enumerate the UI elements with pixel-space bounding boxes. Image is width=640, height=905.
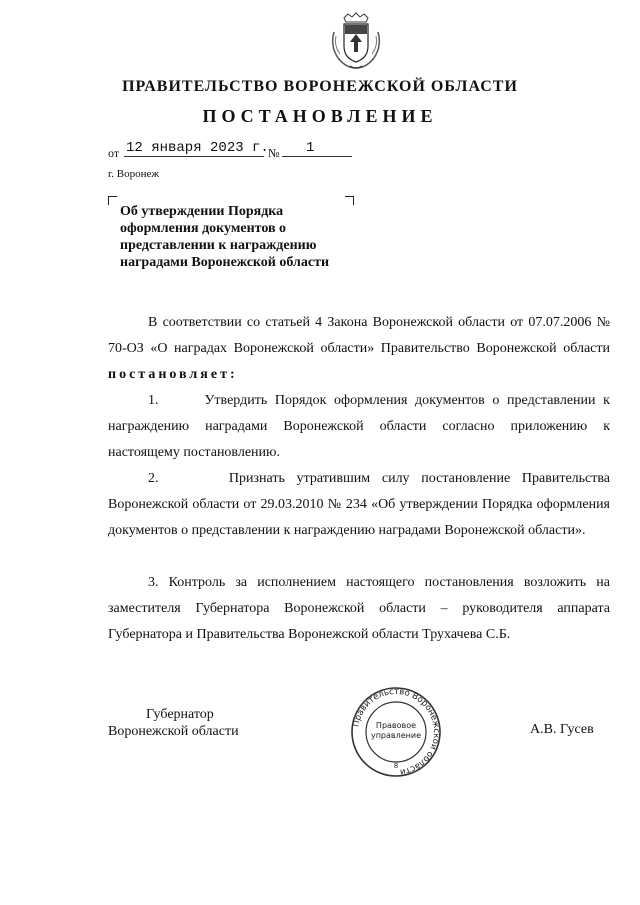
date-underline xyxy=(124,156,264,157)
stamp-ring-text: Правительство Воронежской области xyxy=(351,686,442,777)
title-bracket-left xyxy=(108,196,117,205)
item-paragraph-1: 1. Утвердить Порядок оформления документов о представлении к награждению наградами Воронежской области согласно приложению к настоящему постановлению. xyxy=(108,393,610,460)
document-date: 12 января 2023 г. xyxy=(126,140,269,156)
title-line: оформления документов о xyxy=(120,221,287,236)
stamp-center-line: Правовое xyxy=(375,721,417,730)
city-label: г. Воронеж xyxy=(108,168,159,180)
date-number-row xyxy=(108,140,368,160)
preamble-text: В соответствии со статьей 4 Закона Воронежской области от 07.07.2006 № 70-ОЗ «О наградах Воронежской области» Правительство Воронежской области xyxy=(108,315,610,356)
date-from-label: от xyxy=(108,146,120,160)
number-label: № xyxy=(268,146,280,160)
title-line: наградами Воронежской области xyxy=(120,255,330,270)
signatory-position xyxy=(108,706,239,740)
title-line: представлении к награждению xyxy=(120,238,317,253)
document-number: 1 xyxy=(306,140,315,156)
item-paragraph-2: 2. Признать утратившим силу постановление Правительства Воронежской области от 29.03.2010 № 234 «Об утверждении Порядка оформления документов о представлении к награждению наградами Воронежской области». xyxy=(108,471,610,538)
item-paragraph-3: 3. Контроль за исполнением настоящего постановления возложить на заместителя Губернатора Воронежской области – руководителя аппарата Губернатора и Правительства Воронежской области Трухачева С.Б. xyxy=(108,575,610,642)
coat-of-arms-emblem xyxy=(328,12,384,72)
stamp-center-line: управление xyxy=(370,731,422,740)
signatory-name: А.В. Гусев xyxy=(530,722,594,737)
number-underline xyxy=(282,156,352,157)
position-line: Губернатор xyxy=(146,707,214,722)
title-line: Об утверждении Порядка xyxy=(120,204,284,219)
government-name-heading: ПРАВИТЕЛЬСТВО ВОРОНЕЖСКОЙ ОБЛАСТИ xyxy=(122,78,518,95)
position-line: Воронежской области xyxy=(108,724,239,739)
document-type-heading: ПОСТАНОВЛЕНИЕ xyxy=(202,106,438,126)
resolves-word: постановляет: xyxy=(108,367,238,382)
document-title xyxy=(120,203,360,271)
preamble-paragraph xyxy=(108,310,610,388)
stamp-number: 8 xyxy=(393,762,399,770)
round-stamp xyxy=(343,686,449,778)
